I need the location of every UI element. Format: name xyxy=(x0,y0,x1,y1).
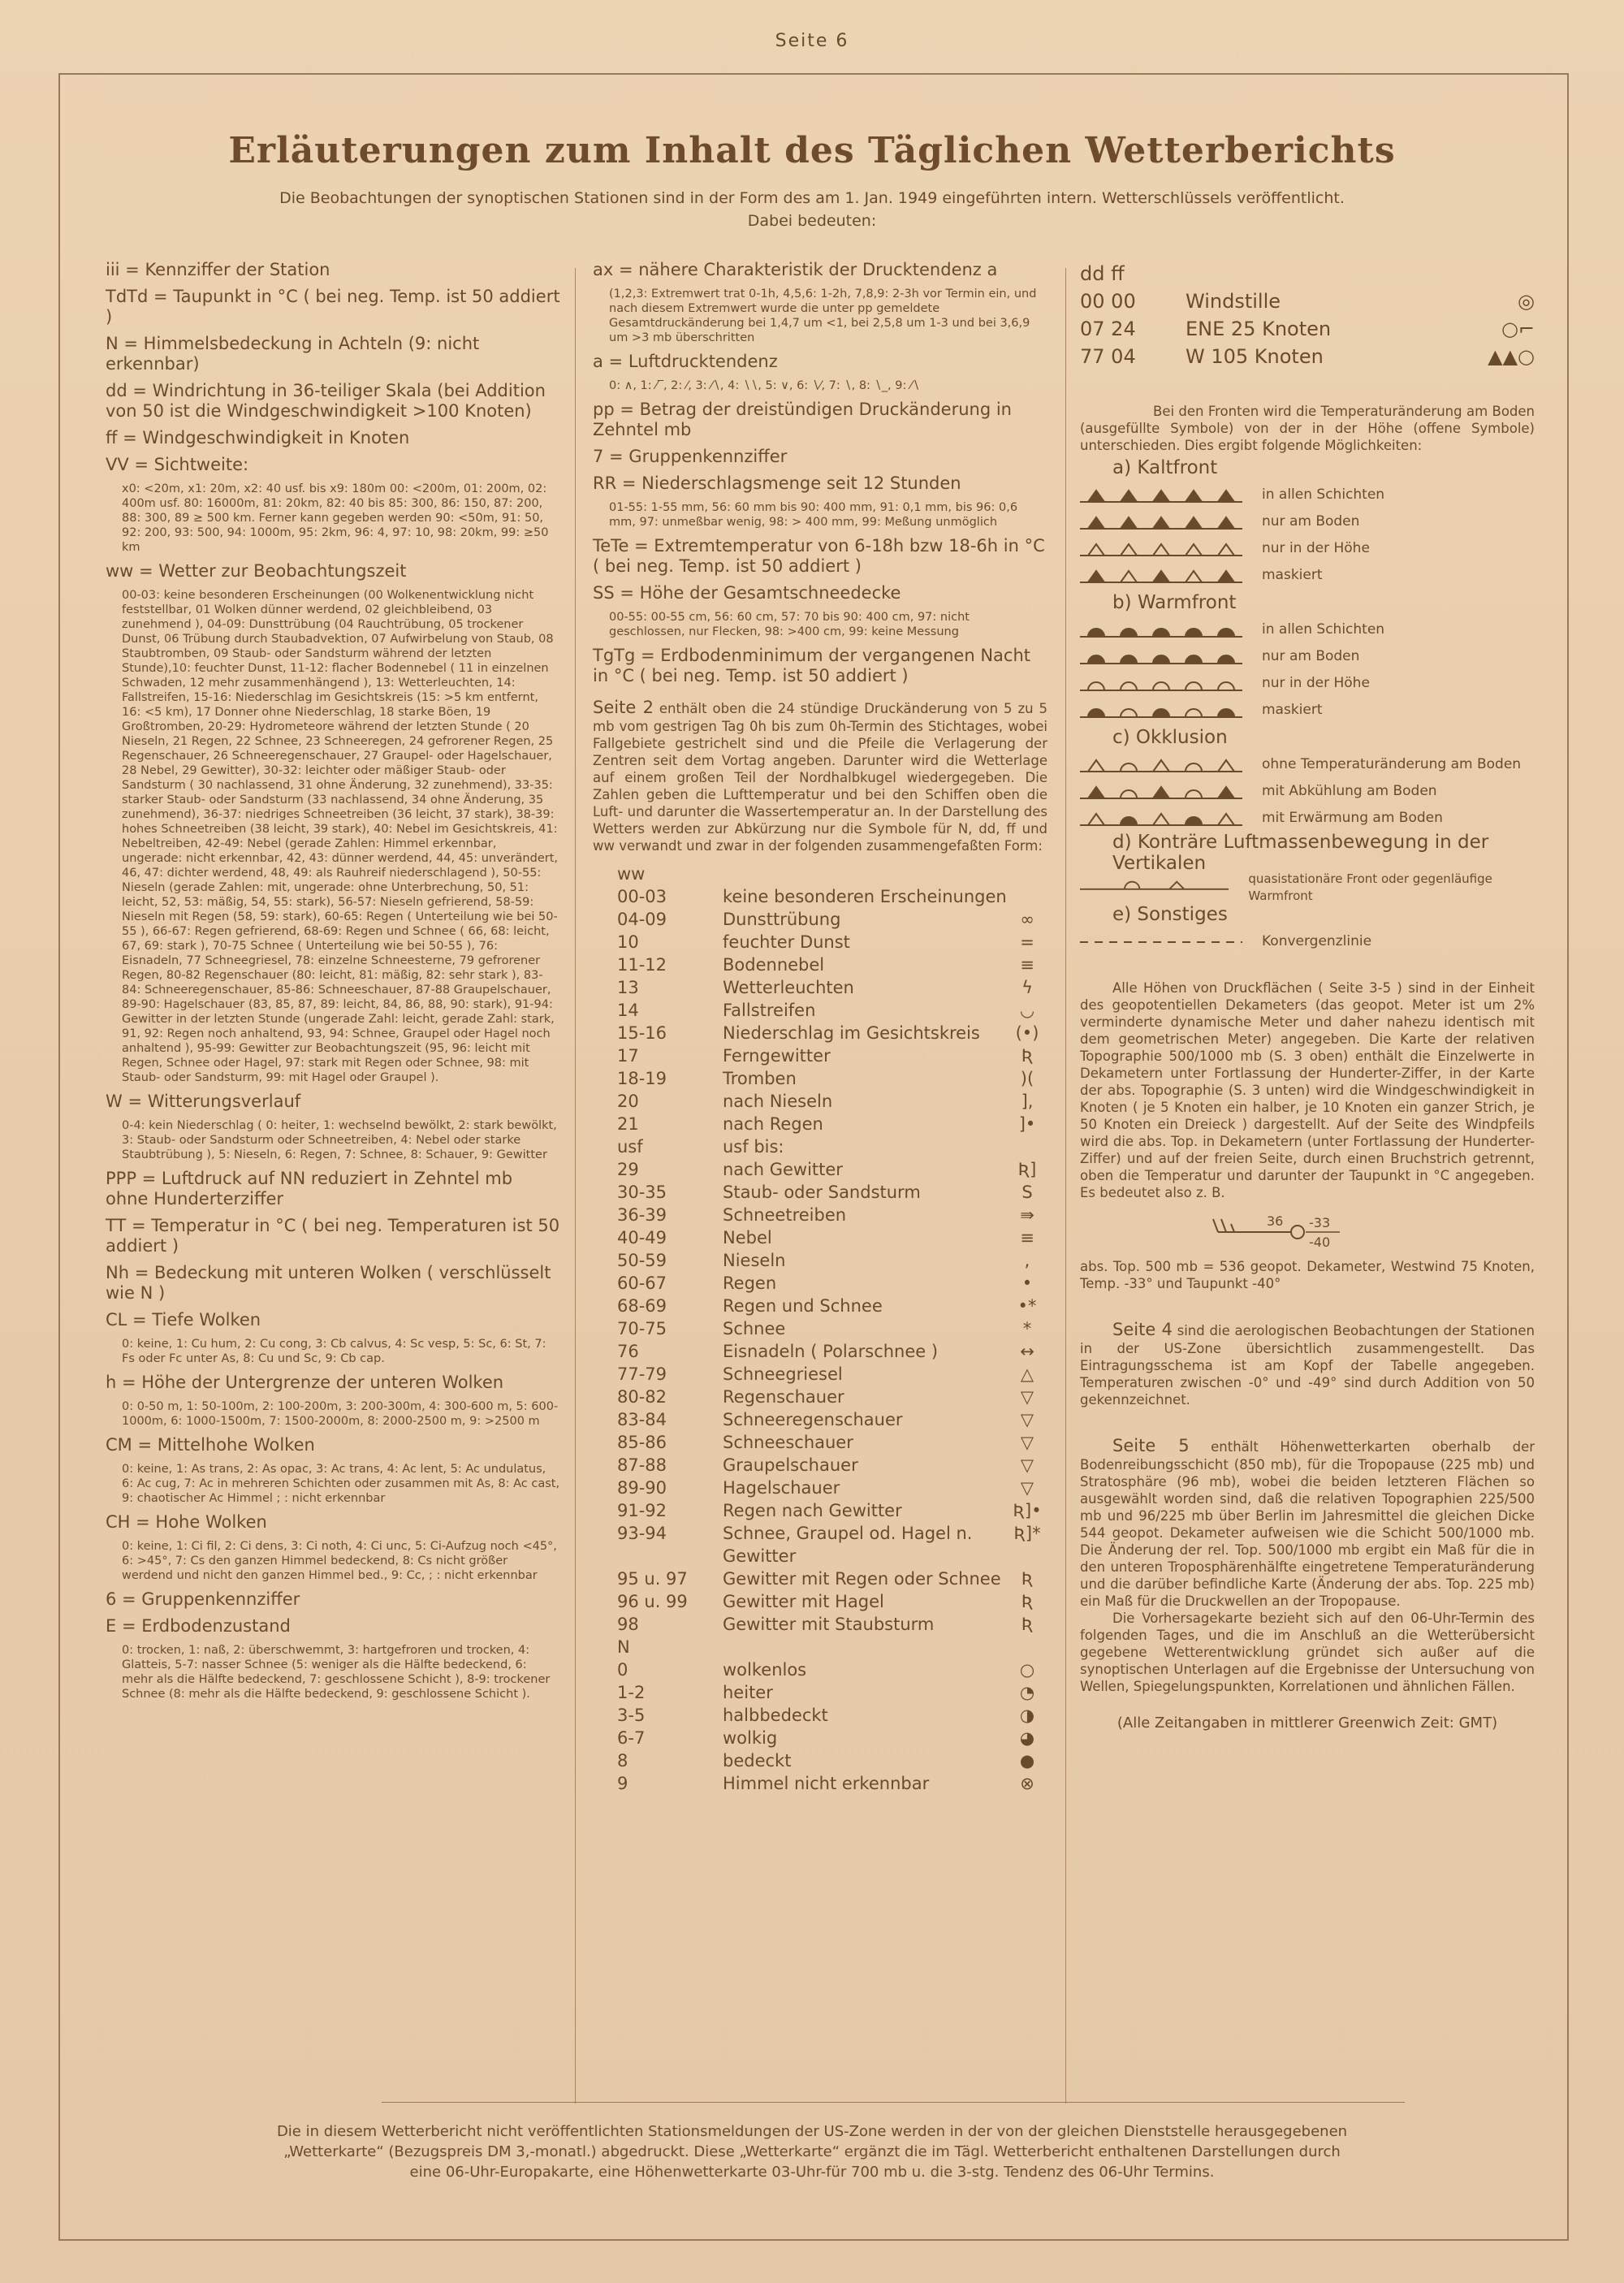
code-definition: SS = Höhe der Gesamtschneedecke xyxy=(593,583,901,603)
code-definition: RR = Niederschlagsmenge seit 12 Stunden xyxy=(593,473,961,493)
code-definition: iii = Kennziffer der Station xyxy=(106,260,330,279)
seite4-paragraph xyxy=(1080,1320,1535,1408)
n-row xyxy=(593,1658,1047,1681)
weather-symbol-icon: = xyxy=(1020,932,1034,952)
seite4-text: sind die aerologischen Beobachtungen der Stationen in der US-Zone übersichtlich zusammengestellt. Das Eintragungsschema ist am Kopf der Tabelle angegeben. Temperaturen zwischen -0° und -49° sind durch Addition von 50 gekennzeichnet. xyxy=(1080,1323,1535,1407)
example-dewpoint: -40 xyxy=(1309,1234,1331,1250)
weather-symbol-icon: ▽ xyxy=(1020,1410,1034,1429)
weather-symbol-icon: ⊗ xyxy=(1020,1774,1034,1793)
fronts-intro: Bei den Fronten wird die Temperaturänderung am Boden (ausgefüllte Symbole) von der in der Höhe (offene Symbole) unterschieden. Dies ergibt folgende Möglichkeiten: xyxy=(1080,404,1535,453)
wind-code: 07 24 xyxy=(1080,318,1136,340)
front-label: mit Erwärmung am Boden xyxy=(1262,810,1443,826)
ww-row xyxy=(593,1204,1047,1226)
code-definition: TT = Temperatur in °C ( bei neg. Temperaturen ist 50 addiert ) xyxy=(106,1216,560,1256)
column-divider xyxy=(575,268,576,2104)
ww-row xyxy=(593,1295,1047,1317)
okk-front-row xyxy=(1080,805,1535,832)
page-number: Seite 6 xyxy=(775,31,849,51)
code-detail: 01-55: 1-55 mm, 56: 60 mm bis 90: 400 mm, 91: 0,1 mm, bis 96: 0,6 mm, 97: unmeßbar wenig, 98: > 400 mm, 99: Meßung unmöglich xyxy=(609,501,1018,529)
kalt-front-symbol xyxy=(1080,512,1242,532)
legend-meaning: wolkenlos xyxy=(723,1660,807,1680)
legend-code: usf xyxy=(617,1137,643,1157)
example-caption: abs. Top. 500 mb = 536 geopot. Dekameter, Westwind 75 Knoten, Temp. -33° und Taupunkt -40° xyxy=(1080,1259,1535,1291)
wind-symbol-icon: ○⌐ xyxy=(1501,318,1535,340)
kaltfront-header: a) Kaltfront xyxy=(1112,457,1218,478)
weather-symbol-icon: ▽ xyxy=(1020,1387,1034,1407)
zeitangaben-note: (Alle Zeitangaben in mittlerer Greenwich Zeit: GMT) xyxy=(1116,1714,1498,1732)
n-row xyxy=(593,1749,1047,1772)
code-detail: 0: keine, 1: Cu hum, 2: Cu cong, 3: Cb calvus, 4: Sc vesp, 5: Sc, 6: St, 7: Fs oder Fc unter As, 8: Cu und Sc, 9: Cb cap. xyxy=(122,1338,546,1365)
weather-symbol-icon: ↔ xyxy=(1020,1342,1034,1361)
ww-row xyxy=(593,1454,1047,1477)
code-definition: TdTd = Taupunkt in °C ( bei neg. Temp. ist 50 addiert ) xyxy=(106,287,560,326)
warm-front-symbol xyxy=(1080,674,1242,694)
wind-code: 00 00 xyxy=(1080,290,1136,313)
legend-code: 9 xyxy=(617,1774,628,1793)
code-detail: (1,2,3: Extremwert trat 0-1h, 4,5,6: 1-2h, 7,8,9: 2-3h vor Termin ein, und nach diesem Extremwert wurde die unter pp gemeldete Gesamtdruckänderung bei 1,4,7 um <1, bei 2,5,8 um 1-3 und bei 3,6,9 um >3 mb überschritten xyxy=(609,288,1037,344)
okk-front-symbol xyxy=(1080,809,1242,828)
weather-symbol-icon: ∞ xyxy=(1020,910,1034,929)
warm-front-symbol xyxy=(1080,647,1242,667)
okk-front-symbol xyxy=(1080,755,1242,775)
sonstiges-row-1 xyxy=(1080,871,1535,903)
legend-meaning: Graupelschauer xyxy=(723,1455,858,1475)
weather-symbol-icon: ϟ xyxy=(1021,978,1033,997)
warm-front-symbol xyxy=(1080,620,1242,640)
ww-row xyxy=(593,976,1047,999)
code-definition: ww = Wetter zur Beobachtungszeit xyxy=(106,561,407,581)
legend-code: 98 xyxy=(617,1615,639,1634)
ww-row xyxy=(593,1249,1047,1272)
legend-meaning: Dunsttrübung xyxy=(723,910,841,929)
ww-row xyxy=(593,1522,1047,1567)
warm-front-row xyxy=(1080,643,1535,670)
legend-meaning: Schneegriesel xyxy=(723,1364,843,1384)
legend-meaning: Regen und Schnee xyxy=(723,1296,883,1316)
front-label: nur in der Höhe xyxy=(1262,675,1370,691)
ww-legend xyxy=(593,863,1047,1795)
warmfront-header: b) Warmfront xyxy=(1112,592,1237,613)
wind-example xyxy=(1080,1201,1535,1258)
wind-row xyxy=(1080,315,1535,343)
legend-meaning: Niederschlag im Gesichtskreis xyxy=(723,1023,980,1043)
legend-code: 21 xyxy=(617,1114,639,1134)
wind-label: ENE 25 Knoten xyxy=(1186,318,1332,340)
weather-symbol-icon: ⇛ xyxy=(1020,1205,1034,1225)
ww-row xyxy=(593,999,1047,1022)
weather-symbol-icon xyxy=(1007,1135,1047,1158)
kalt-front-row xyxy=(1080,535,1535,562)
weather-symbol-icon: ◔ xyxy=(1019,1683,1035,1702)
legend-meaning: usf bis: xyxy=(723,1137,784,1157)
column-codes-middle xyxy=(593,260,1047,1795)
n-row xyxy=(593,1681,1047,1704)
seite2-text: enthält oben die 24 stündige Druckänderung von 5 zu 5 mb vom gestrigen Tag 0h bis zum 0h-Termin des Stichtages, wobei Fallgebiete gestrichelt sind und die Pfeile die Verlagerung der Zentren seit dem Vortag angeben. Darunter wird die Wetterlage auf einem großen Teil der Nordhalbkugel wiedergegeben. Die Zahlen geben die Lufttemperatur und bei den Schiffen oben die Luft- und darunter die Wassertemperatur an. In der Darstellung des Wetters werden zur Abkürzung nur die Symbole für N, dd, ff und ww verwandt und zwar in der folgenden zusammengefaßten Form: xyxy=(593,701,1047,854)
sonstiges-row-2 xyxy=(1080,928,1535,955)
weather-symbol-icon: ◑ xyxy=(1019,1706,1035,1725)
legend-meaning: Gewitter mit Regen oder Schnee xyxy=(723,1569,1001,1589)
legend-meaning: nach Gewitter xyxy=(723,1160,843,1179)
weather-symbol-icon: ▽ xyxy=(1020,1433,1034,1452)
front-label: in allen Schichten xyxy=(1262,486,1385,503)
kontraer-header: d) Konträre Luftmassenbewegung in der Vertikalen xyxy=(1112,832,1489,874)
okk-front-symbol xyxy=(1080,782,1242,802)
legend-meaning: Wetterleuchten xyxy=(723,978,854,997)
wind-arrow-example-icon xyxy=(1202,1208,1413,1256)
ww-row xyxy=(593,1477,1047,1499)
seite5-text: enthält Höhenwetterkarten oberhalb der Bodenreibungsschicht (850 mb), für die Tropopause (225 mb) und Stratosphäre (96 mb), wobei die beiden letzteren Flächen so ausgewählt worden sind, daß die relativen Topographien 225/500 mb und 96/225 mb über Berlin im Jahresmittel die gleichen Dicke 544 geopot. Dekameter aufweisen wie die Schicht 500/1000 mb. Die Änderung der rel. Top. 500/1000 mb ergibt ein Maß für die in den unteren Troposphärenhälfte eingetretene Temperaturänderung und die darüber befindliche Karte (Änderung der abs. Top. 225 mb) ein Maß für die Druckwellen an der Tropopause. xyxy=(1080,1439,1535,1609)
ww-row xyxy=(593,1590,1047,1613)
wind-code: 77 04 xyxy=(1080,345,1136,368)
quasistationary-front-symbol xyxy=(1080,878,1229,897)
code-definition: VV = Sichtweite: xyxy=(106,455,249,474)
legend-code: 77-79 xyxy=(617,1364,667,1384)
legend-meaning: wolkig xyxy=(723,1728,778,1748)
weather-symbol-icon: Ʀ xyxy=(1021,1046,1034,1066)
weather-symbol-icon: ]• xyxy=(1018,1114,1036,1134)
sonstiges-label-1: quasistationäre Front oder gegenläufige Warmfront xyxy=(1248,871,1492,903)
legend-code: 14 xyxy=(617,1001,639,1020)
convergence-line-symbol xyxy=(1080,932,1242,952)
legend-meaning: Gewitter mit Hagel xyxy=(723,1592,884,1611)
code-definition: ff = Windgeschwindigkeit in Knoten xyxy=(106,428,410,448)
ww-row xyxy=(593,1272,1047,1295)
code-definition: Nh = Bedeckung mit unteren Wolken ( verschlüsselt wie N ) xyxy=(106,1263,551,1303)
warmfront-list xyxy=(1080,616,1535,724)
code-list xyxy=(106,260,560,1701)
subtitle-line-1: Die Beobachtungen der synoptischen Stationen sind in der Form des am 1. Jan. 1949 eingeführten intern. Wetterschlüssels veröffentlicht. xyxy=(279,189,1345,207)
legend-meaning: Fallstreifen xyxy=(723,1001,816,1020)
weather-symbol-icon: ◕ xyxy=(1019,1728,1035,1748)
okklusion-header: c) Okklusion xyxy=(1112,727,1228,748)
code-definition: ax = nähere Charakteristik der Drucktendenz a xyxy=(593,260,998,279)
kalt-front-symbol xyxy=(1080,539,1242,559)
code-definition: CM = Mittelhohe Wolken xyxy=(106,1435,315,1455)
ww-row xyxy=(593,1022,1047,1044)
wind-row xyxy=(1080,288,1535,315)
ww-row xyxy=(593,1158,1047,1181)
legend-code: 17 xyxy=(617,1046,639,1066)
code-detail: 0: keine, 1: As trans, 2: As opac, 3: Ac trans, 4: Ac lent, 5: Ac undulatus, 6: Ac cug, 7: Ac in mehreren Schichten oder zusammen mit As, 8: Ac cast, 9: chaotischer Ac Himmel ; : nicht erkennbar xyxy=(122,1463,560,1505)
ww-row xyxy=(593,1567,1047,1590)
ww-list xyxy=(593,885,1047,1636)
legend-code: 00-03 xyxy=(617,887,667,906)
code-definition: TeTe = Extremtemperatur von 6-18h bzw 18-6h in °C ( bei neg. Temp. ist 50 addiert ) xyxy=(593,536,1045,576)
legend-meaning: Himmel nicht erkennbar xyxy=(723,1774,930,1793)
weather-symbol-icon: Ʀ xyxy=(1021,1569,1034,1589)
ww-row xyxy=(593,1386,1047,1408)
legend-code: 04-09 xyxy=(617,910,667,929)
bottom-note: Die in diesem Wetterbericht nicht veröffentlichten Stationsmeldungen der US-Zone werden in der von der gleichen Dienststelle herausgegebenen „Wetterkarte“ (Bezugspreis DM 3,-monatl.) abgedruckt. Diese „Wetterkarte“ ergänzt die im Tägl. Wetterbericht enthaltenen Darstellungen durch eine 06-Uhr-Europakarte, eine Höhenwetterkarte 03-Uhr-für 700 mb u. die 3-stg. Tendenz des 06-Uhr Termins. xyxy=(276,2123,1348,2181)
kalt-front-row xyxy=(1080,482,1535,508)
weather-symbol-icon: • xyxy=(1021,1273,1033,1293)
n-row xyxy=(593,1727,1047,1749)
n-list xyxy=(593,1658,1047,1795)
wind-symbol-icon: ▲▲○ xyxy=(1488,345,1535,368)
warm-front-symbol xyxy=(1080,701,1242,720)
legend-meaning: nach Regen xyxy=(723,1114,823,1134)
kalt-front-row xyxy=(1080,562,1535,589)
legend-code: 83-84 xyxy=(617,1410,667,1429)
ww-row xyxy=(593,1135,1047,1158)
wind-symbol-icon: ◎ xyxy=(1518,290,1535,313)
legend-code: 13 xyxy=(617,978,639,997)
legend-meaning: feuchter Dunst xyxy=(723,932,850,952)
ww-row xyxy=(593,931,1047,953)
weather-symbol-icon: , xyxy=(1024,1251,1030,1270)
weather-symbol-icon: (•) xyxy=(1015,1023,1039,1043)
warm-front-row xyxy=(1080,697,1535,724)
column-symbols-right xyxy=(1080,260,1535,1732)
ww-row xyxy=(593,1499,1047,1522)
legend-code: 1-2 xyxy=(617,1683,646,1702)
ww-row xyxy=(593,908,1047,931)
code-detail: 0: keine, 1: Ci fil, 2: Ci dens, 3: Ci noth, 4: Ci unc, 5: Ci-Aufzug noch <45°, 6: >45°, 7: Cs den ganzen Himmel bedeckend, 8: Cs nicht größer werdend und nicht den ganzen Himmel bed., 9: Cc, ; : nicht erkennbar xyxy=(122,1540,557,1582)
weather-symbol-icon: )( xyxy=(1020,1069,1034,1088)
code-definition: 6 = Gruppenkennziffer xyxy=(106,1589,300,1609)
weather-symbol-icon: Ʀ xyxy=(1021,1615,1034,1634)
seite2-label: Seite 2 xyxy=(593,698,654,717)
wind-list xyxy=(1080,288,1535,370)
legend-code: 18-19 xyxy=(617,1069,667,1088)
weather-symbol-icon xyxy=(1007,885,1047,908)
ww-row xyxy=(593,1044,1047,1067)
weather-symbol-icon: Ʀ]* xyxy=(1013,1524,1041,1543)
seite4-label: Seite 4 xyxy=(1112,1320,1173,1339)
legend-code: 50-59 xyxy=(617,1251,667,1270)
legend-code: 91-92 xyxy=(617,1501,667,1520)
legend-code: 93-94 xyxy=(617,1524,667,1543)
okk-front-row xyxy=(1080,751,1535,778)
weather-symbol-icon: ▽ xyxy=(1020,1455,1034,1475)
legend-meaning: nach Nieseln xyxy=(723,1092,833,1111)
legend-meaning: bedeckt xyxy=(723,1751,792,1771)
ww-row xyxy=(593,1317,1047,1340)
legend-code: 30-35 xyxy=(617,1183,667,1202)
code-definition: CL = Tiefe Wolken xyxy=(106,1310,261,1330)
weather-symbol-icon: Ʀ] xyxy=(1017,1160,1037,1179)
warm-front-row xyxy=(1080,616,1535,643)
example-temp: -33 xyxy=(1309,1215,1331,1230)
code-definition: a = Luftdrucktendenz xyxy=(593,352,778,371)
ww-row xyxy=(593,1113,1047,1135)
ww-row xyxy=(593,1067,1047,1090)
legend-meaning: Regen xyxy=(723,1273,777,1293)
legend-code: 10 xyxy=(617,932,639,952)
legend-code: 95 u. 97 xyxy=(617,1569,688,1589)
weather-symbol-icon: ≡ xyxy=(1020,955,1034,975)
legend-meaning: Eisnadeln ( Polarschnee ) xyxy=(723,1342,939,1361)
subtitle xyxy=(0,187,1624,232)
legend-code: 20 xyxy=(617,1092,639,1111)
weather-symbol-icon: ], xyxy=(1021,1092,1034,1111)
code-definition: pp = Betrag der dreistündigen Druckänderung in Zehntel mb xyxy=(593,400,1012,439)
front-label: maskiert xyxy=(1262,567,1323,583)
code-detail: 0: 0-50 m, 1: 50-100m, 2: 100-200m, 3: 200-300m, 4: 300-600 m, 5: 600-1000m, 6: 1000-1500m, 7: 1500-2000m, 8: 2000-2500 m, 9: >2500 m xyxy=(122,1400,559,1428)
kalt-front-symbol xyxy=(1080,486,1242,505)
hoehen-paragraph: Alle Höhen von Druckflächen ( Seite 3-5 ) sind in der Einheit des geopotentiellen Dekameters (das geopot. Meter ist um 2% verminderte dynamische Meter und daher nahezu identisch mit dem geometrischen Meter) angegeben. Die Karte der relativen Topographie 500/1000 mb (S. 3 oben) enthält die Einzelwerte in Dekametern unter Fortlassung der Hunderter-Ziffer, in der Karte der abs. Topographie (S. 3 unten) wird die Windgeschwindigkeit in Knoten ( je 5 Knoten ein halber, je 10 Knoten ein ganzer Strich, je 50 Knoten ein Dreieck ) dargestellt. Auf der Seite des Windpfeils wird die abs. Top. in Dekametern (unter Fortlassung der Hunderter-Ziffer) und auf der freien Seite, durch einen Bruchstrich getrennt, oben die Temperatur und darunter der Taupunkt in °C angegeben. Es bedeutet also z. B. xyxy=(1080,980,1535,1200)
legend-meaning: Ferngewitter xyxy=(723,1046,831,1066)
okklusion-list xyxy=(1080,751,1535,832)
wind-header: dd ff xyxy=(1080,262,1125,285)
front-label: nur in der Höhe xyxy=(1262,540,1370,556)
okk-front-row xyxy=(1080,778,1535,805)
weather-symbol-icon: ● xyxy=(1019,1751,1035,1771)
example-abs-top: 36 xyxy=(1267,1213,1284,1229)
legend-meaning: Hagelschauer xyxy=(723,1478,840,1498)
front-label: nur am Boden xyxy=(1262,648,1360,664)
kalt-front-symbol xyxy=(1080,566,1242,586)
seite5-paragraph xyxy=(1080,1436,1535,1610)
front-label: mit Abkühlung am Boden xyxy=(1262,783,1437,799)
code-definition: N = Himmelsbedeckung in Achteln (9: nicht erkennbar) xyxy=(106,334,480,374)
code-definition: h = Höhe der Untergrenze der unteren Wolken xyxy=(106,1373,504,1392)
legend-code: 36-39 xyxy=(617,1205,667,1225)
legend-meaning: Nieseln xyxy=(723,1251,786,1270)
legend-meaning: Regenschauer xyxy=(723,1387,844,1407)
legend-code: 29 xyxy=(617,1160,639,1179)
ww-row xyxy=(593,1431,1047,1454)
weather-symbol-icon: ○ xyxy=(1019,1660,1035,1680)
legend-code: 6-7 xyxy=(617,1728,646,1748)
ww-row xyxy=(593,1408,1047,1431)
legend-meaning: heiter xyxy=(723,1683,773,1702)
legend-meaning: Schneeschauer xyxy=(723,1433,853,1452)
front-label: nur am Boden xyxy=(1262,513,1360,530)
weather-symbol-icon: △ xyxy=(1020,1364,1034,1384)
legend-code: 8 xyxy=(617,1751,628,1771)
legend-code: 96 u. 99 xyxy=(617,1592,688,1611)
legend-code: 70-75 xyxy=(617,1319,667,1338)
legend-code: 3-5 xyxy=(617,1706,646,1725)
kalt-front-row xyxy=(1080,508,1535,535)
legend-meaning: Nebel xyxy=(723,1228,772,1247)
ww-row xyxy=(593,885,1047,908)
weather-symbol-icon: * xyxy=(1022,1319,1032,1338)
weather-symbol-icon: •* xyxy=(1017,1296,1037,1316)
ww-header: ww xyxy=(617,864,646,884)
n-header: N xyxy=(617,1637,630,1657)
legend-code: 85-86 xyxy=(617,1433,667,1452)
weather-symbol-icon: Ʀ xyxy=(1021,1592,1034,1611)
legend-meaning: Schnee xyxy=(723,1319,786,1338)
column-divider xyxy=(1065,268,1066,2104)
code-definition: 7 = Gruppenkennziffer xyxy=(593,447,788,466)
wind-label: W 105 Knoten xyxy=(1186,345,1324,368)
code-detail: 0-4: kein Niederschlag ( 0: heiter, 1: wechselnd bewölkt, 2: stark bewölkt, 3: Staub- oder Sandsturm oder Schneetreiben, 4: Nebel oder starke Staubtrübung ), 5: Nieseln, 6: Regen, 7: Schnee, 8: Schauer, 9: Gewitter xyxy=(122,1119,557,1161)
weather-symbol-icon: S xyxy=(1021,1183,1033,1202)
legend-code: 15-16 xyxy=(617,1023,667,1043)
weather-symbol-icon: ≡ xyxy=(1020,1228,1034,1247)
legend-code: 87-88 xyxy=(617,1455,667,1475)
wind-row xyxy=(1080,343,1535,370)
code-detail: 00-03: keine besonderen Erscheinungen (00 Wolkenentwicklung nicht feststellbar, 01 Wolken dünner werdend, 02 gleichbleibend, 03 zunehmend ), 04-09: Dunsttrübung (04 Rauchtrübung, 05 trockener Dunst, 06 Trübung durch Staubadvektion, 07 Aufwirbelung von Staub, 08 Staubtromben, 09 Staub- oder Sandsturm während der letzten Stunde),10: feuchter Dunst, 11-12: flacher Bodennebel ( 11 in einzelnen Schwaden, 12 mehr zusammenhängend ), 13: Wetterleuchten, 14: Fallstreifen, 15-16: Niederschlag im Gesichtskreis (15: >5 km entfernt, 16: <5 km), 17 Donner ohne Niederschlag, 18 starke Böen, 19 Großtromben, 20-29: Hydrometeore während der letzten Stunde ( 20 Nieseln, 21 Regen, 22 Schnee, 23 Schneeregen, 24 gefrorener Regen, 25 Regenschauer, 26 Schneeregenschauer, 27 Graupel- oder Hagelschauer, 28 Nebel, 29 Gewitter), 30-32: leichter oder mäßiger Staub- oder Sandsturm ( 30 nachlassend, 31 ohne Änderung, 32 zunehmend), 33-35: starker Staub- oder Sandsturm (33 nachlassend, 34 ohne Änderung, 35 zunehmend), 36-37: niedriges Schneetreiben (36 leicht, 37 stark), 38-39: hohes Schneetreiben (38 leicht, 39 stark), 40: Nebel im Gesichtskreis, 41: Nebeltreiben, 42-49: Nebel (gerade Zahlen: Himmel erkennbar, ungerade: nicht erkennbar, 42, 43: dünner werdend, 44, 45: unverändert, 46, 47: dichter werdend, 48, 49: als Rauhreif niederschlagend ), 50-55: Nieseln (gerade Zahlen: mit, ungerade: ohne Unterbrechung, 50, 51: leicht, 52, 53: mäßig, 54, 55: stark), 56-57: Nieseln gefrierend, 58-59: Nieseln mit Regen (58, 59: stark), 60-65: Regen ( Unterteilung wie bei 50-55 ), 66-67: Regen gefrierend, 68-69: Regen und Schnee ( 66, 68: leicht, 67, 69: stark ), 70-75 Schnee ( Unterteilung wie bei 50-55 ), 76: Eisnadeln, 77 Schneegriesel, 78: einzelne Schneesterne, 79 gefrorener Regen, 80-82 Regenschauer (80: leicht, 81: mäßig, 82: sehr stark ), 83-84: Schneeregenschauer, 85-86: Schneeschauer, 87-88 Graupelschauer, 89-90: Hagelschauer (83, 85, 87, 89: leicht, 84, 86, 88, 90: stark), 91-94: Gewitter in der letzten Stunde (ungerade Zahl: leicht, gerade Zahl: stark, 91, 92: Regen noch anhaltend, 93, 94: Schnee, Graupel oder Hagel noch anhaltend ), 95-99: Gewitter zur Beobachtungszeit (95, 96: leicht mit Regen, Schnee oder Hagel, 97: stark mit Regen oder Schnee, 98: mit Staub- oder Sandsturm, 99: mit Hagel oder Graupel ). xyxy=(122,589,558,1084)
weather-symbol-icon: ◡ xyxy=(1019,1001,1035,1020)
code-definition: PPP = Luftdruck auf NN reduziert in Zehntel mb ohne Hunderterziffer xyxy=(106,1169,513,1209)
wind-label: Windstille xyxy=(1186,290,1281,313)
ww-row xyxy=(593,1226,1047,1249)
warm-front-row xyxy=(1080,670,1535,697)
code-definition: W = Witterungsverlauf xyxy=(106,1092,301,1111)
weather-symbol-icon: Ʀ]• xyxy=(1013,1501,1042,1520)
code-detail: x0: <20m, x1: 20m, x2: 40 usf. bis x9: 180m 00: <200m, 01: 200m, 02: 400m usf. 80: 16000m, 81: 20km, 82: 40 bis 85: 300, 86: 150, 87: 200, 88: 300, 89 ≥ 500 km. Ferner kann gegeben werden 90: <50m, 91: 50, 92: 200, 93: 500, 94: 1000m, 95: 2km, 96: 4, 97: 10, 98: 20km, 99: ≥50 km xyxy=(122,482,549,554)
front-label: ohne Temperaturänderung am Boden xyxy=(1262,756,1522,772)
legend-meaning: Schnee, Graupel od. Hagel n. Gewitter xyxy=(723,1524,973,1566)
legend-code: 80-82 xyxy=(617,1387,667,1407)
front-label: in allen Schichten xyxy=(1262,621,1385,638)
ww-row xyxy=(593,1613,1047,1636)
legend-meaning: Tromben xyxy=(723,1069,797,1088)
legend-meaning: Bodennebel xyxy=(723,955,825,975)
code-list xyxy=(593,260,1047,686)
n-row xyxy=(593,1772,1047,1795)
ww-row xyxy=(593,1363,1047,1386)
seite5-label: Seite 5 xyxy=(1112,1436,1190,1455)
legend-code: 0 xyxy=(617,1660,628,1680)
legend-meaning: halbbedeckt xyxy=(723,1706,828,1725)
code-detail: 0: ∧, 1: ⁄‾, 2: ⁄, 3: ⁄∖, 4: ∖∖, 5: ∨, 6: ∖⁄, 7: ∖, 8: ∖_, 9: ⁄∖ xyxy=(609,379,920,392)
legend-code: 11-12 xyxy=(617,955,667,975)
legend-code: 68-69 xyxy=(617,1296,667,1316)
code-detail: 0: trocken, 1: naß, 2: überschwemmt, 3: hartgefroren und trocken, 4: Glatteis, 5-7: nasser Schnee (5: weniger als die Hälfte bedeckend, 6: mehr als die Hälfte bedeckend, 7: geschlossene Schicht ), 8-9: trockener Schnee (8: mehr als die Hälfte bedeckend, 9: geschlossene Schicht ). xyxy=(122,1644,551,1701)
legend-meaning: Regen nach Gewitter xyxy=(723,1501,902,1520)
code-definition: dd = Windrichtung in 36-teiliger Skala (bei Addition von 50 ist die Windgeschwindigkeit >100 Knoten) xyxy=(106,381,546,421)
legend-meaning: Schneeregenschauer xyxy=(723,1410,903,1429)
bottom-divider xyxy=(382,2102,1405,2103)
legend-code: 60-67 xyxy=(617,1273,667,1293)
legend-meaning: Gewitter mit Staubsturm xyxy=(723,1615,935,1634)
page-title: Erläuterungen zum Inhalt des Täglichen Wetterberichts xyxy=(228,130,1396,171)
column-codes-left xyxy=(106,260,560,1708)
legend-meaning: Staub- oder Sandsturm xyxy=(723,1183,921,1202)
code-definition: TgTg = Erdbodenminimum der vergangenen Nacht in °C ( bei neg. Temp. ist 50 addiert ) xyxy=(593,646,1031,685)
legend-meaning: keine besonderen Erscheinungen xyxy=(723,887,1007,906)
sonstiges-label-2: Konvergenzlinie xyxy=(1262,933,1372,949)
subtitle-line-2: Dabei bedeuten: xyxy=(747,212,877,230)
kaltfront-list xyxy=(1080,482,1535,589)
n-row xyxy=(593,1704,1047,1727)
legend-code: 40-49 xyxy=(617,1228,667,1247)
legend-code: 89-90 xyxy=(617,1478,667,1498)
code-definition: CH = Hohe Wolken xyxy=(106,1512,267,1532)
seite2-paragraph xyxy=(593,698,1047,854)
ww-row xyxy=(593,1340,1047,1363)
ww-row xyxy=(593,1090,1047,1113)
weather-symbol-icon: ▽ xyxy=(1020,1478,1034,1498)
legend-meaning: Schneetreiben xyxy=(723,1205,847,1225)
code-definition: E = Erdbodenzustand xyxy=(106,1616,291,1636)
legend-code: 76 xyxy=(617,1342,639,1361)
ww-row xyxy=(593,1181,1047,1204)
code-detail: 00-55: 00-55 cm, 56: 60 cm, 57: 70 bis 90: 400 cm, 97: nicht geschlossen, nur Flecken, 98: >400 cm, 99: keine Messung xyxy=(609,611,970,638)
front-label: maskiert xyxy=(1262,702,1323,718)
ww-row xyxy=(593,953,1047,976)
sonstiges-header: e) Sonstiges xyxy=(1112,904,1228,925)
vorhersage-paragraph: Die Vorhersagekarte bezieht sich auf den 06-Uhr-Termin des folgenden Tages, und die im Anschluß an die Wetterübersicht gegebene Wetterentwicklung gründet sich außer auf die synoptischen Unterlagen auf die Ergebnisse der Untersuchung von Wellen, Spiegelungspunkten, Korrelationen und ähnlichen Fällen. xyxy=(1080,1611,1535,1694)
